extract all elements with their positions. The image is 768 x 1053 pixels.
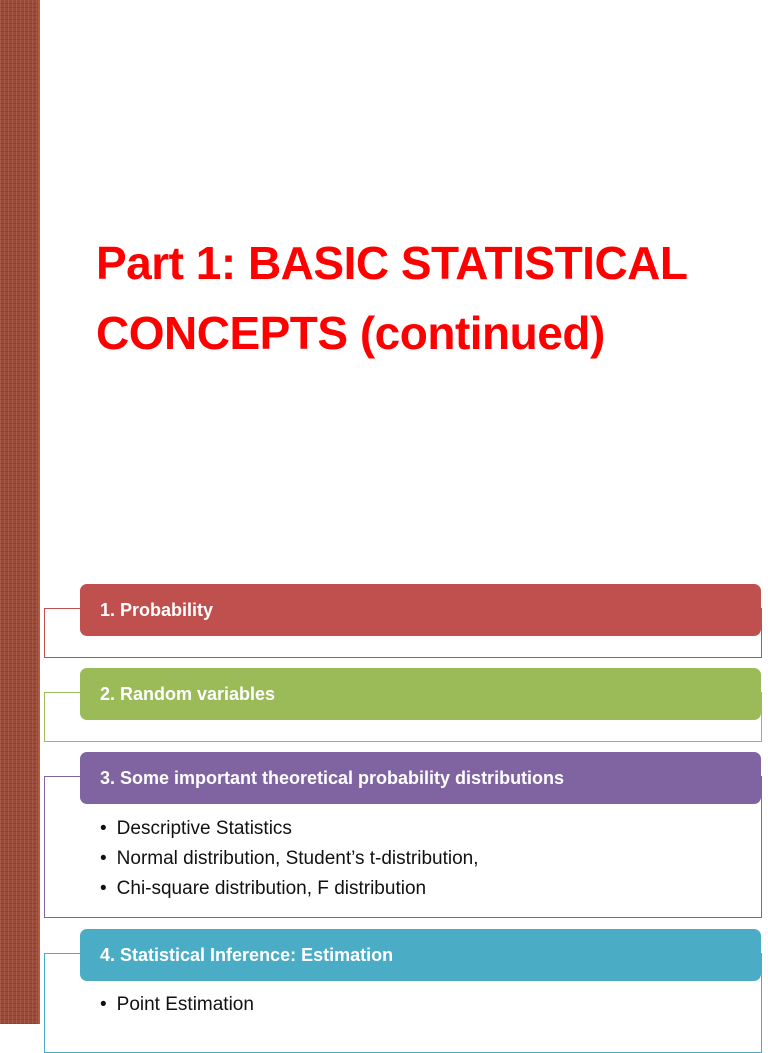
- item-label: 3. Some important theoretical probability distributions: [100, 767, 565, 788]
- item-connector: [44, 953, 82, 954]
- item-label: 4. Statistical Inference: Estimation: [100, 944, 394, 965]
- slide-title-line-2: CONCEPTS (continued): [96, 307, 605, 359]
- bullet-item: • Descriptive Statistics: [100, 814, 479, 844]
- item-bullet-list: [100, 814, 479, 904]
- slide-title-line-1: Part 1: BASIC STATISTICAL: [96, 237, 688, 289]
- slide-title: [96, 228, 746, 368]
- list-item-distributions: [0, 752, 768, 920]
- item-connector: [44, 692, 82, 693]
- list-item-probability: [0, 584, 768, 660]
- item-label: 1. Probability: [100, 599, 214, 620]
- item-header: [80, 929, 761, 981]
- item-header: [80, 584, 761, 636]
- item-bullet-list: [100, 990, 254, 1020]
- item-label: 2. Random variables: [100, 683, 276, 704]
- bullet-item: • Normal distribution, Student’s t-distribution,: [100, 844, 479, 874]
- item-connector: [44, 776, 82, 777]
- list-item-estimation: [0, 929, 768, 1024]
- bullet-item: • Point Estimation: [100, 990, 254, 1020]
- item-connector: [44, 608, 82, 609]
- item-header: [80, 668, 761, 720]
- list-item-random-variables: [0, 668, 768, 744]
- item-header: [80, 752, 761, 804]
- bullet-item: • Chi-square distribution, F distribution: [100, 874, 479, 904]
